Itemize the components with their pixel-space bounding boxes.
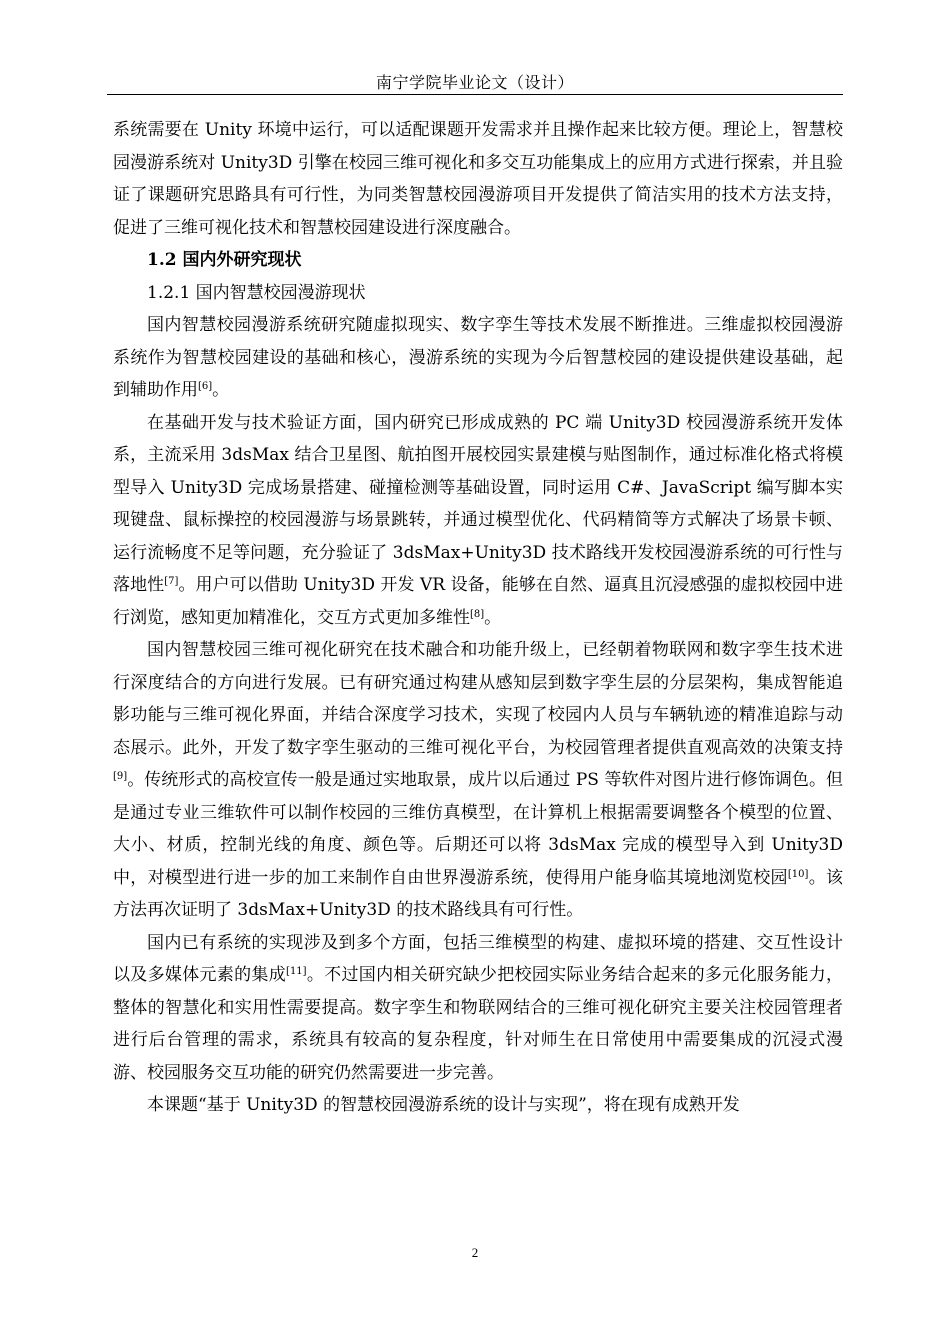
header-title: 南宁学院毕业论文（设计） (375, 73, 574, 92)
paragraph-existing-systems (113, 927, 843, 1090)
paragraph-text: 国内智慧校园三维可视化研究在技术融合和功能升级上，已经朝着物联网和数字孪生技术进行深度结合的方向进行发展。已有研究通过构建从感知层到数字孪生层的分层架构，集成智能追影功能与三维可视化界面，并结合深度学习技术，实现了校园内人员与车辆轨迹的精准追踪与动态展示。此外，开发了数字孪生驱动的三维可视化平台，为校园管理者提供直观高效的决策支持 (113, 640, 843, 758)
document-body (113, 114, 843, 1122)
page-number: 2 (471, 1245, 479, 1260)
paragraph-text: 。不过国内相关研究缺少把校园实际业务结合起来的多元化服务能力，整体的智慧化和实用性需要提高。数字孪生和物联网结合的三维可视化研究主要关注校园管理者进行后台管理的需求，系统具有较高的复杂程度，针对师生在日常使用中需要集成的沉浸式漫游、校园服务交互功能的研究仍然需要进一步完善。 (113, 965, 844, 1083)
paragraph-text: 国内智慧校园漫游系统研究随虚拟现实、数字孪生等技术发展不断推进。三维虚拟校园漫游系统作为智慧校园建设的基础和核心，漫游系统的实现为今后智慧校园的建设提供建设基础，起到辅助作用 (113, 315, 843, 400)
paragraph-basic-development (113, 407, 843, 635)
subsection-heading: 1.2.1 国内智慧校园漫游现状 (147, 282, 366, 303)
paragraph-text: 。该方法再次证明了 3dsMax+Unity3D 的技术路线具有可行性。 (113, 867, 843, 920)
citation-ref: [11] (286, 966, 307, 977)
paragraph-text: 。用户可以借助 Unity3D 开发 VR 设备，能够在自然、逼真且沉浸感强的虚拟校园中进行浏览，感知更加精准化，交互方式更加多维性 (113, 575, 843, 628)
paragraph-text: 在基础开发与技术验证方面，国内研究已形成成熟的 PC 端 Unity3D 校园漫游系统开发体系，主流采用 3dsMax 结合卫星图、航拍图开展校园实景建模与贴图制作，通过标准化格式将模型导入 Unity3D 完成场景搭建、碰撞检测等基础设置，同时运用 C#、JavaScript 编写脚本实现键盘、鼠标操控的校园漫游与场景跳转，并通过模型优化、代码精简等方式解决了场景卡顿、运行流畅度不足等问题，充分验证了 3dsMax+Unity3D 技术路线开发校园漫游系统的可行性与落地性 (113, 412, 843, 595)
paragraph-text: 。 (212, 380, 230, 400)
citation-ref: [9] (113, 771, 128, 782)
paragraph-domestic-overview (113, 309, 843, 407)
paragraph-text: 。传统形式的高校宣传一般是通过实地取景，成片以后通过 PS 等软件对图片进行修饰调色。但是通过专业三维软件可以制作校园的三维仿真模型，在计算机上根据需要调整各个模型的位置、大小、材质，控制光线的角度、颜色等。后期还可以将 3dsMax 完成的模型导入到 Unity3D 中，对模型进行进一步的加工来制作自由世界漫游系统，使得用户能身临其境地浏览校园 (113, 770, 843, 888)
citation-ref: [8] (470, 608, 485, 620)
section-heading: 1.2 国内外研究现状 (147, 250, 302, 270)
citation-ref: [7] (164, 576, 179, 587)
paragraph-topic-intro: 本课题“基于 Unity3D 的智慧校园漫游系统的设计与实现”，将在现有成熟开发 (147, 1095, 740, 1115)
citation-ref: [10] (787, 868, 809, 880)
page-header (107, 62, 843, 95)
paragraph-visualization-research (113, 634, 843, 927)
paragraph-continuation: 系统需要在 Unity 环境中运行，可以适配课题开发需求并且操作起来比较方便。理论上，智慧校园漫游系统对 Unity3D 引擎在校园三维可视化和多交互功能集成上的应用方式进行探索，并且验证了课题研究思路具有可行性，为同类智慧校园漫游项目开发提供了简洁实用的技术方法支持，促进了三维可视化技术和智慧校园建设进行深度融合。 (113, 120, 843, 238)
citation-ref: [6] (198, 381, 213, 392)
paragraph-text: 。 (484, 607, 502, 628)
paragraph-text: 国内已有系统的实现涉及到多个方面，包括三维模型的构建、虚拟环境的搭建、交互性设计以及多媒体元素的集成 (113, 932, 843, 985)
